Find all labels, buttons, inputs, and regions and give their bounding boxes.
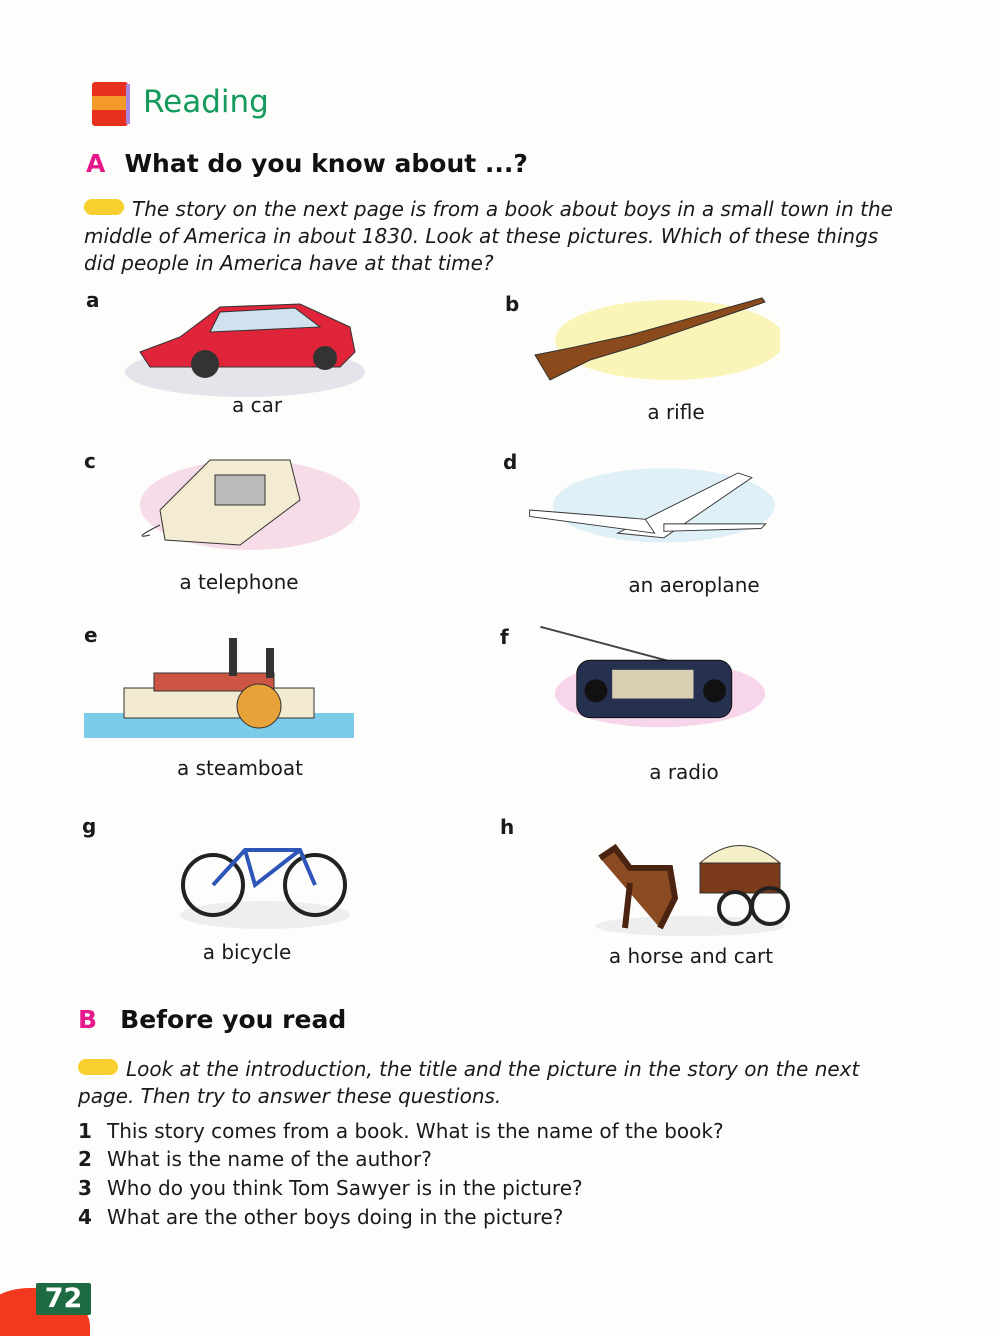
item-letter: b: [505, 292, 520, 316]
item-caption: an aeroplane: [628, 573, 760, 597]
car-picture: [120, 292, 370, 402]
section-b-instructions: [78, 1056, 908, 1110]
item-caption: a car: [231, 393, 283, 417]
item-caption: a horse and cart: [608, 944, 774, 968]
instructions-text: The story on the next page is from a book about boys in a small town in the middle of America in about 1830. Look at these pictures. Which of these things did people in America have at that time?: [84, 197, 893, 275]
question: [78, 1119, 724, 1143]
section-heading-reading: Reading: [143, 84, 269, 120]
pencil-marker-icon: [84, 199, 124, 215]
item-letter: g: [82, 814, 97, 838]
rifle-picture: [530, 290, 780, 400]
question-text: What is the name of the author?: [107, 1147, 432, 1171]
steamboat-picture: [84, 628, 354, 743]
question-text: What are the other boys doing in the picture?: [107, 1205, 564, 1229]
section-letter: A: [86, 149, 106, 178]
telephone-picture: [120, 450, 370, 560]
item-caption: a radio: [649, 760, 719, 784]
question: [78, 1205, 563, 1229]
question-number: 3: [78, 1176, 92, 1200]
section-title: Before you read: [120, 1005, 347, 1034]
section-a-heading: [86, 149, 528, 178]
item-letter: d: [503, 450, 518, 474]
item-caption: a bicycle: [202, 940, 292, 964]
question-number: 4: [78, 1205, 92, 1229]
horse-and-cart-picture: [565, 828, 815, 938]
item-letter: h: [500, 815, 515, 839]
question-text: Who do you think Tom Sawyer is in the picture?: [107, 1176, 583, 1200]
item-caption: a telephone: [179, 570, 299, 594]
item-letter: e: [84, 623, 98, 647]
section-a-instructions: [84, 196, 914, 277]
question-number: 2: [78, 1147, 92, 1171]
question: [78, 1147, 432, 1171]
item-letter: a: [86, 288, 100, 312]
aeroplane-picture: [525, 455, 775, 565]
book-icon: [90, 80, 132, 128]
item-caption: a steamboat: [177, 756, 303, 780]
section-b-heading: [78, 1005, 346, 1034]
bicycle-picture: [140, 820, 390, 930]
section-letter: B: [78, 1005, 98, 1034]
question: [78, 1176, 583, 1200]
item-letter: c: [84, 449, 96, 473]
question-text: This story comes from a book. What is the name of the book?: [107, 1119, 724, 1143]
instructions-text: Look at the introduction, the title and the picture in the story on the next page. Then try to answer these questions.: [78, 1057, 860, 1108]
page-number: 72: [36, 1283, 91, 1315]
radio-picture: [535, 622, 785, 732]
item-letter: f: [500, 625, 509, 649]
item-caption: a rifle: [647, 400, 705, 424]
section-title: What do you know about ...?: [124, 149, 528, 178]
question-number: 1: [78, 1119, 92, 1143]
pencil-marker-icon: [78, 1059, 118, 1075]
